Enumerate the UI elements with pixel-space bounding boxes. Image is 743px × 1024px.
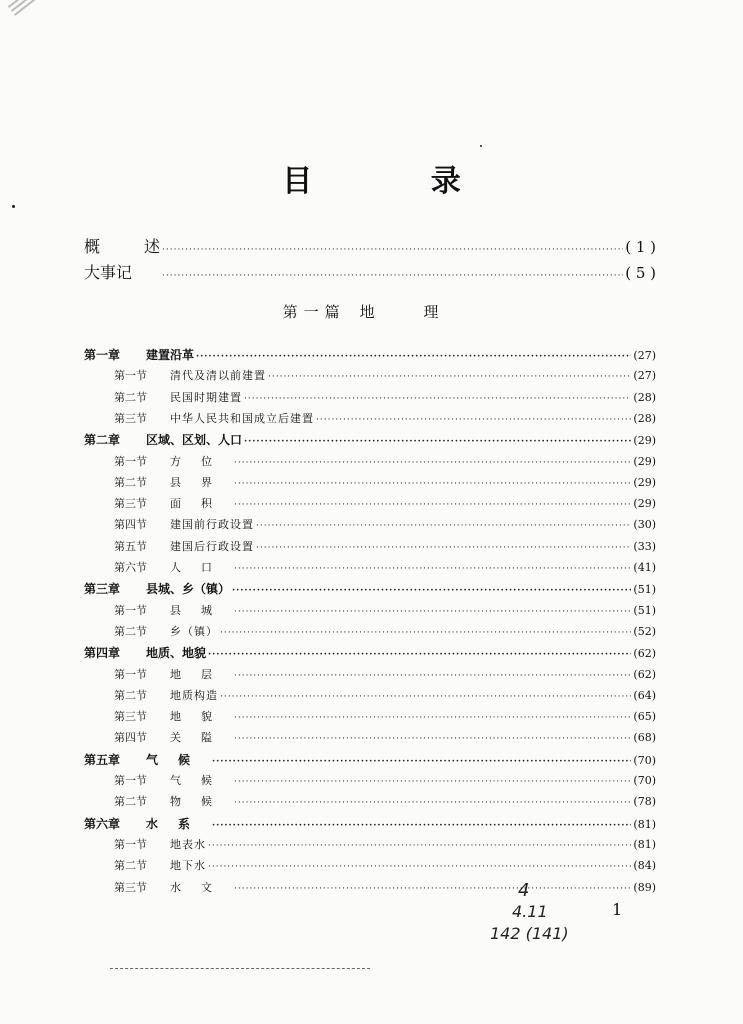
section-entry <box>84 495 656 511</box>
section-entry <box>84 367 656 383</box>
entry-label: 第六节 <box>114 561 147 574</box>
leader-dots <box>234 713 631 723</box>
entry-title: 方位 <box>170 455 232 468</box>
entry-title: 县城 <box>170 604 232 617</box>
entry-label: 第三节 <box>114 710 147 723</box>
section-entry <box>84 516 656 532</box>
chapter-entry <box>84 580 656 597</box>
leader-dots <box>232 586 631 596</box>
leader-dots <box>220 692 631 702</box>
scan-speck <box>480 145 482 147</box>
entry-label: 第五章 <box>84 753 121 767</box>
leader-dots <box>234 671 631 681</box>
entry-page: (62) <box>633 668 656 681</box>
chapter-entry <box>84 346 656 363</box>
entry-title: 建置沿革 <box>146 348 195 362</box>
section-entry <box>84 559 656 575</box>
leader-dots <box>234 798 631 808</box>
entry-page: (29) <box>633 434 656 447</box>
chapter-entry <box>84 644 656 661</box>
entry-page: (65) <box>633 710 656 723</box>
entry-label: 第二节 <box>114 859 147 872</box>
entry-page: ( 1 ) <box>625 238 656 256</box>
entry-label: 第二节 <box>114 795 147 808</box>
section-entry <box>84 474 656 490</box>
entry-title: 气候 <box>170 774 232 787</box>
leader-dots <box>208 862 631 872</box>
leader-dots <box>268 372 631 382</box>
entry-label: 第三节 <box>114 412 147 425</box>
entry-title: 地层 <box>170 668 232 681</box>
entry-title: 区域、区划、人口 <box>146 433 243 447</box>
part-name: 地 理 <box>359 303 461 321</box>
entry-page: (33) <box>633 540 656 553</box>
leader-dots <box>234 479 631 489</box>
leader-dots <box>234 777 631 787</box>
leader-dots <box>244 437 631 447</box>
entry-title: 地表水 <box>170 838 206 851</box>
entry-label: 第二节 <box>114 625 147 638</box>
entry-page: (30) <box>633 518 656 531</box>
toc-entry <box>84 234 656 257</box>
entry-label: 第一章 <box>84 348 121 362</box>
section-entry <box>84 538 656 554</box>
entry-title: 中华人民共和国成立后建置 <box>170 412 314 425</box>
section-entry <box>84 623 656 639</box>
handwritten-line: 4 <box>518 880 530 901</box>
leader-dots <box>208 650 631 660</box>
page-number: 1 <box>612 900 623 919</box>
entry-label: 第三章 <box>84 582 121 596</box>
entry-label: 第四节 <box>114 518 147 531</box>
entry-title: 水文 <box>170 881 232 894</box>
library-stamp <box>6 0 54 24</box>
entry-page: (70) <box>633 754 656 767</box>
entry-label: 第四章 <box>84 646 121 660</box>
entry-title: 建国后行政设置 <box>170 540 254 553</box>
entry-page: (51) <box>633 583 656 596</box>
entry-page: (27) <box>633 369 656 382</box>
entry-page: (89) <box>633 881 656 894</box>
entry-page: (62) <box>633 647 656 660</box>
leader-dots <box>234 564 631 574</box>
entry-page: (81) <box>633 818 656 831</box>
entry-label: 第四节 <box>114 731 147 744</box>
leader-dots <box>212 821 631 831</box>
entry-page: (81) <box>633 838 656 851</box>
section-entry <box>84 687 656 703</box>
part-heading <box>0 301 743 322</box>
entry-title: 面积 <box>170 497 232 510</box>
entry-label: 第一节 <box>114 838 147 851</box>
leader-dots <box>162 245 623 255</box>
entry-page: (29) <box>633 476 656 489</box>
entry-title: 县城、乡（镇） <box>146 582 231 596</box>
entry-page: (28) <box>633 412 656 425</box>
entry-page: ( 5 ) <box>625 264 656 282</box>
entry-title: 民国时期建置 <box>170 391 242 404</box>
entry-title: 物候 <box>170 795 232 808</box>
entry-page: (84) <box>633 859 656 872</box>
entry-page: (29) <box>633 455 656 468</box>
entry-page: (70) <box>633 774 656 787</box>
leader-dots <box>256 543 631 553</box>
leader-dots <box>220 628 631 638</box>
entry-page: (51) <box>633 604 656 617</box>
leader-dots <box>244 394 631 404</box>
entry-label: 第一节 <box>114 455 147 468</box>
entry-title: 清代及清以前建置 <box>170 369 266 382</box>
entry-label: 第二节 <box>114 476 147 489</box>
scan-speck <box>12 205 15 208</box>
leader-dots <box>234 458 631 468</box>
page-title: 目 录 <box>282 164 515 199</box>
handwritten-line: 4.11 <box>512 902 548 921</box>
leader-dots <box>212 757 631 767</box>
leader-dots <box>196 352 631 362</box>
leader-dots <box>162 271 623 281</box>
chapter-entry <box>84 431 656 448</box>
leader-dots <box>208 841 631 851</box>
entry-title: 关隘 <box>170 731 232 744</box>
entry-page: (28) <box>633 391 656 404</box>
chapter-entry <box>84 751 656 768</box>
entry-label: 第二节 <box>114 391 147 404</box>
toc-entry <box>84 260 656 283</box>
leader-dots <box>234 607 631 617</box>
entry-label: 第一节 <box>114 774 147 787</box>
entry-title: 气候 <box>146 753 211 767</box>
section-entry <box>84 772 656 788</box>
handwritten-note <box>490 880 610 950</box>
entry-label: 第二节 <box>114 689 147 702</box>
entry-title: 乡（镇） <box>170 625 218 638</box>
section-entry <box>84 793 656 809</box>
bottom-rule <box>110 968 370 969</box>
entry-title: 地貌 <box>170 710 232 723</box>
entry-page: (41) <box>633 561 656 574</box>
chapter-entry <box>84 815 656 832</box>
entry-title: 建国前行政设置 <box>170 518 254 531</box>
leader-dots <box>256 521 631 531</box>
entry-title: 水系 <box>146 817 211 831</box>
leader-dots <box>234 734 631 744</box>
entry-page: (27) <box>633 349 656 362</box>
entry-title: 大事记 <box>84 263 133 282</box>
leader-dots <box>316 415 631 425</box>
entry-title: 地质、地貌 <box>146 646 207 660</box>
section-entry <box>84 708 656 724</box>
entry-label: 第三节 <box>114 881 147 894</box>
entry-page: (68) <box>633 731 656 744</box>
section-entry <box>84 389 656 405</box>
entry-label: 第三节 <box>114 497 147 510</box>
entry-title: 人口 <box>170 561 232 574</box>
entry-page: (52) <box>633 625 656 638</box>
section-entry <box>84 602 656 618</box>
entry-label: 第一节 <box>114 668 147 681</box>
entry-label: 第六章 <box>84 817 121 831</box>
section-entry <box>84 857 656 873</box>
entry-label: 第一节 <box>114 369 147 382</box>
entry-label: 第二章 <box>84 433 121 447</box>
section-entry <box>84 666 656 682</box>
entry-page: (29) <box>633 497 656 510</box>
section-entry <box>84 729 656 745</box>
leader-dots <box>234 500 631 510</box>
handwritten-line: 142 (141) <box>490 924 569 943</box>
entry-title: 概 述 <box>84 237 160 256</box>
entry-page: (78) <box>633 795 656 808</box>
section-entry <box>84 410 656 426</box>
part-label: 第一篇 <box>282 303 346 321</box>
entry-title: 地质构造 <box>170 689 218 702</box>
entry-title: 地下水 <box>170 859 206 872</box>
entry-page: (64) <box>633 689 656 702</box>
entry-label: 第一节 <box>114 604 147 617</box>
entry-title: 县界 <box>170 476 232 489</box>
section-entry <box>84 836 656 852</box>
section-entry <box>84 453 656 469</box>
entry-label: 第五节 <box>114 540 147 553</box>
